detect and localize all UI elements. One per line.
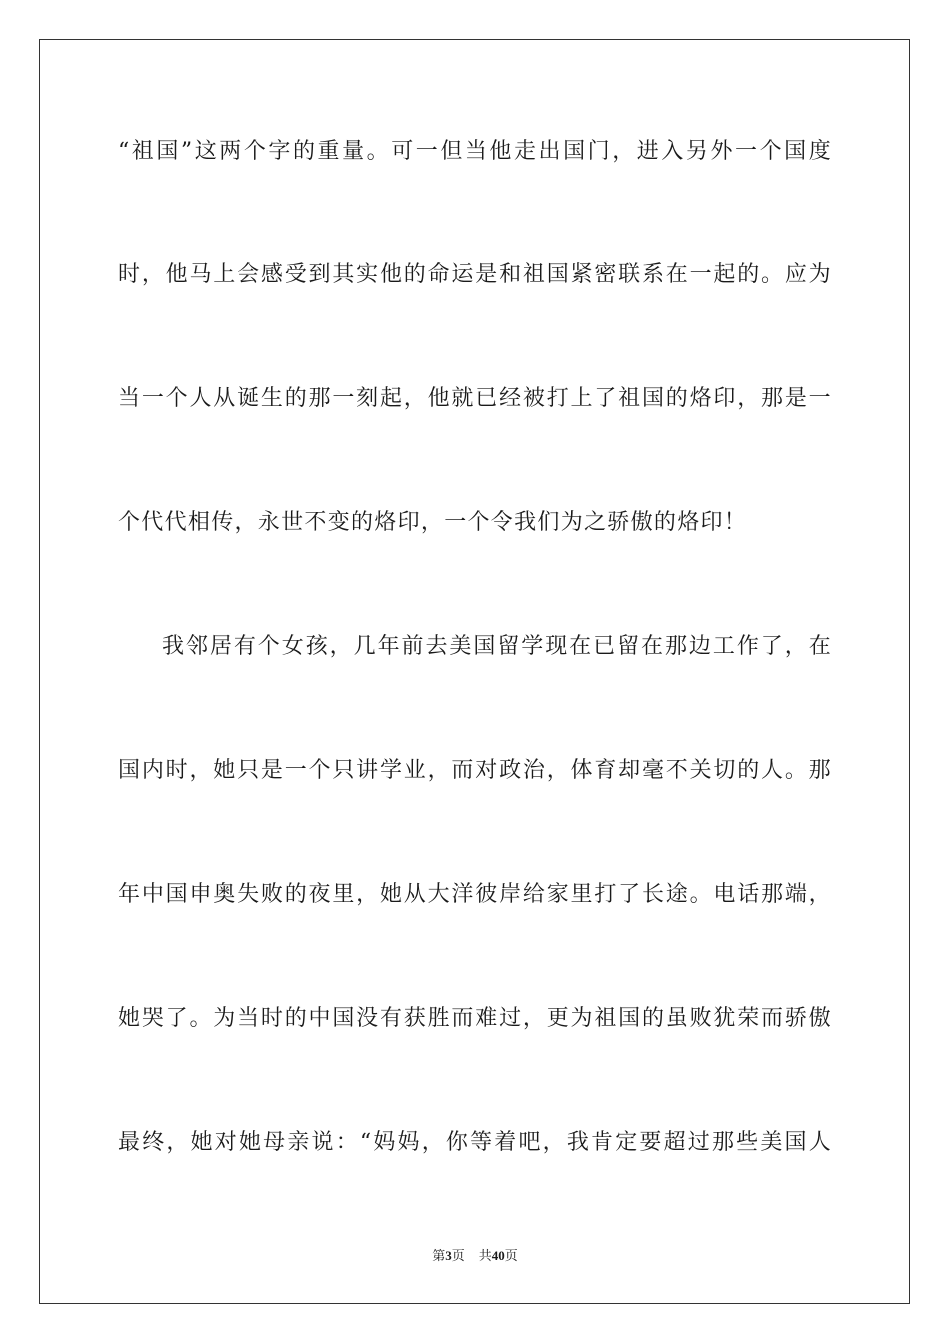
page-number: 3 bbox=[445, 1248, 452, 1263]
text-line-3: 当一个人从诞生的那一刻起，他就已经被打上了祖国的烙印，那是一 bbox=[118, 386, 832, 411]
text-line-1: “祖国”这两个字的重量。可一但当他走出国门，进入另外一个国度 bbox=[118, 139, 832, 164]
total-pages: 40 bbox=[491, 1248, 505, 1263]
page-border bbox=[39, 39, 910, 1304]
total-suffix: 页 bbox=[504, 1248, 518, 1263]
text-line-5: 我邻居有个女孩，几年前去美国留学现在已留在那边工作了，在 bbox=[162, 634, 832, 659]
text-line-6: 国内时，她只是一个只讲学业，而对政治，体育却毫不关切的人。那 bbox=[118, 758, 832, 783]
total-prefix: 共 bbox=[478, 1248, 492, 1263]
text-line-2: 时，他马上会感受到其实他的命运是和祖国紧密联系在一起的。应为 bbox=[118, 262, 832, 287]
page-footer bbox=[0, 1246, 950, 1266]
text-line-8: 她哭了。为当时的中国没有获胜而难过，更为祖国的虽败犹荣而骄傲 bbox=[118, 1006, 832, 1031]
page-prefix: 第 bbox=[432, 1248, 446, 1263]
text-line-4: 个代代相传，永世不变的烙印，一个令我们为之骄傲的烙印！ bbox=[118, 510, 748, 535]
text-line-7: 年中国申奥失败的夜里，她从大洋彼岸给家里打了长途。电话那端， bbox=[118, 882, 832, 907]
page-suffix: 页 bbox=[451, 1248, 465, 1263]
text-line-9: 最终，她对她母亲说：“妈妈，你等着吧，我肯定要超过那些美国人 bbox=[118, 1130, 832, 1155]
